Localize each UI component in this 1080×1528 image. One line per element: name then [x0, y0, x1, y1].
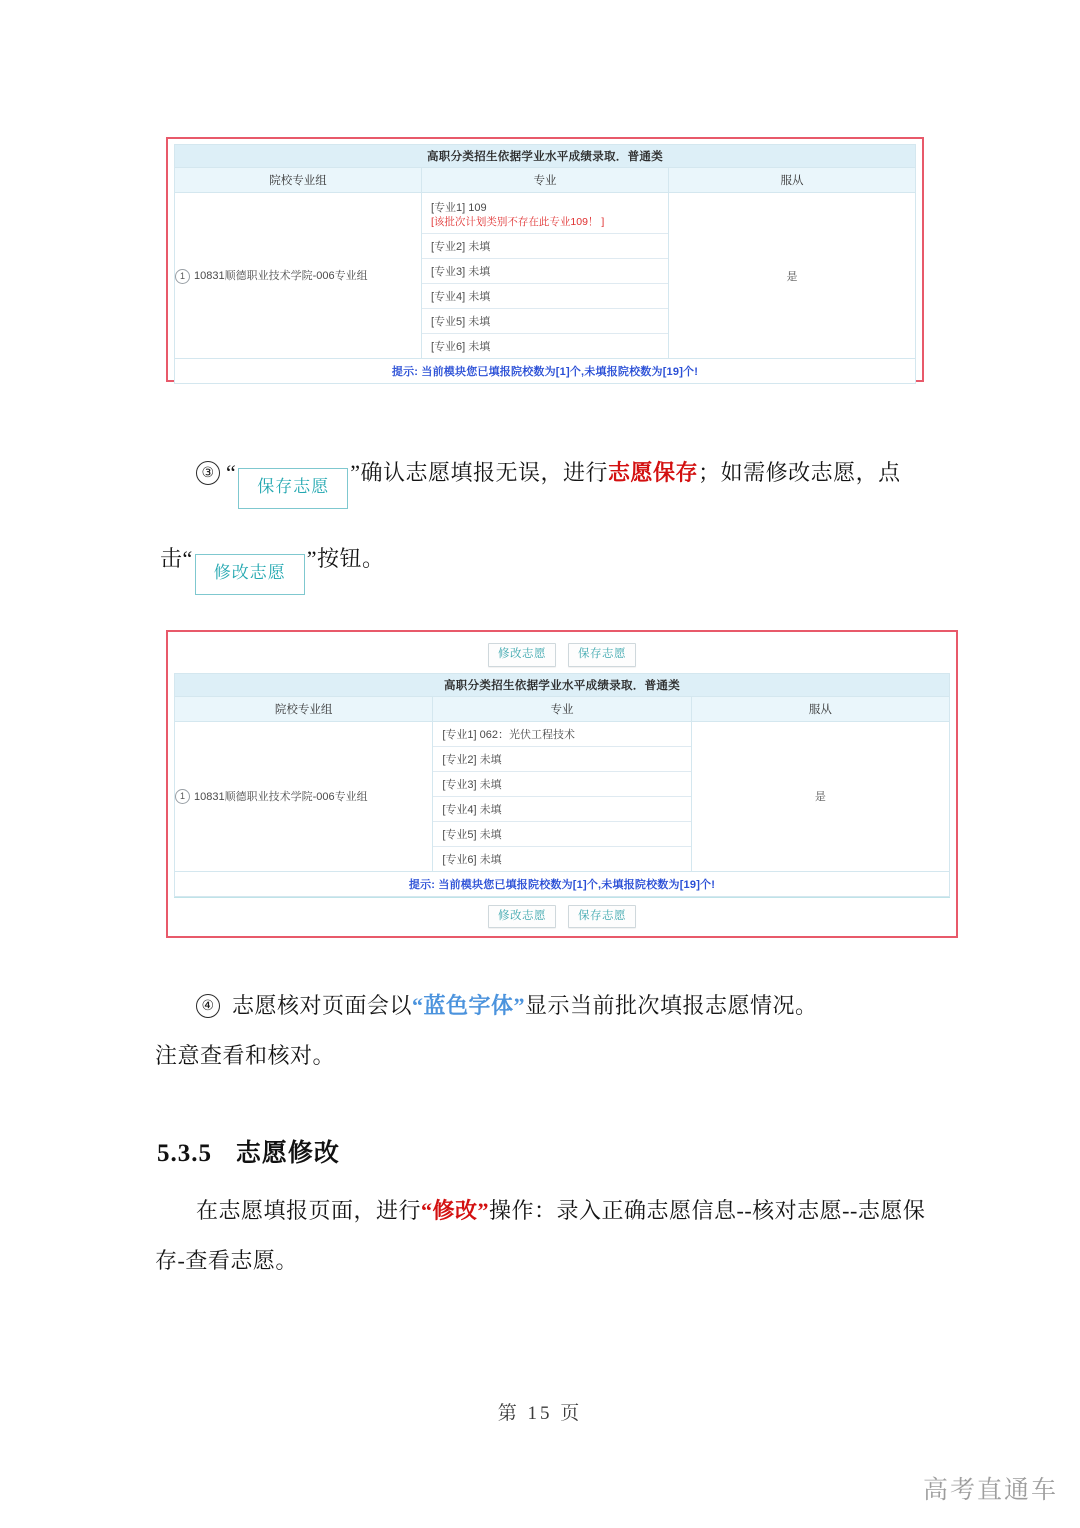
list-marker-4: ④ [196, 994, 220, 1018]
figure2-toolbar-top [174, 637, 950, 673]
save-volunteer-button-top[interactable]: 保存志愿 [568, 643, 636, 667]
emphasis-save-volunteer: 志愿保存 [608, 460, 699, 485]
major-row [422, 193, 668, 234]
major-list-1 [422, 193, 668, 358]
obey-cell: 是 [691, 721, 949, 871]
paragraph-item-3-line-1 [196, 452, 901, 509]
major-entry-5 [433, 821, 690, 846]
volunteer-table-1 [174, 144, 916, 384]
line2-prefix: 击“ [160, 546, 193, 571]
save-volunteer-button-bottom[interactable]: 保存志愿 [568, 905, 636, 929]
major-entry-5 [422, 309, 668, 334]
quote-open: “ [226, 460, 237, 485]
major-label-4: [专业4] [431, 291, 466, 303]
tip-text: 提示: 当前模块您已填报院校数为[1]个,未填报院校数为[19]个! [175, 359, 916, 384]
major-value-3: 未填 [468, 266, 491, 278]
major-entry-6 [422, 334, 668, 359]
major-label-6: [专业6] [431, 341, 466, 353]
obey-cell: 是 [669, 193, 916, 359]
major-entry-3 [422, 259, 668, 284]
row-index-badge: 1 [175, 789, 190, 804]
major-list-2 [433, 722, 690, 871]
major-label-2: [专业2] [431, 241, 466, 253]
item4-blue-font: “蓝色字体” [412, 993, 526, 1018]
figure2-toolbar-bottom [174, 897, 950, 935]
screenshot-figure-2 [166, 630, 958, 938]
table-title: 高职分类招生依据学业水平成绩录取．普通类 [175, 145, 916, 168]
item4-text-a: 志愿核对页面会以 [232, 993, 413, 1018]
paragraph-text-a: 确认志愿填报无误，进行 [360, 460, 609, 485]
major-row [433, 722, 690, 747]
tip-text: 提示: 当前模块您已填报院校数为[1]个,未填报院校数为[19]个! [175, 871, 950, 896]
line2-suffix: ”按钮。 [306, 546, 385, 571]
major-value-3: 未填 [479, 778, 502, 791]
paragraph-text-b: ；如需修改志愿，点 [698, 460, 901, 485]
major-value-4: 未填 [479, 803, 502, 816]
major-label-2: [专业2] [442, 753, 477, 766]
major-value-6: 未填 [479, 853, 502, 866]
screenshot-figure-1 [166, 137, 924, 382]
major-row [422, 234, 668, 259]
major-label-5: [专业5] [431, 316, 466, 328]
school-group-name: 10831顺德职业技术学院-006专业组 [194, 790, 368, 803]
list-marker-3: ③ [196, 461, 220, 485]
major-row [433, 846, 690, 871]
paragraph-item-5-line-2: 存-查看志愿。 [155, 1248, 298, 1273]
major-value-5: 未填 [468, 316, 491, 328]
item4-text-b: 显示当前批次填报志愿情况。 [525, 993, 818, 1018]
major-entry-2 [422, 234, 668, 259]
school-group-name: 10831顺德职业技术学院-006专业组 [194, 270, 368, 283]
watermark-logo: 高考直通车 [922, 1476, 1058, 1504]
section-title: 志愿修改 [235, 1139, 340, 1167]
major-value-2: 未填 [468, 241, 491, 253]
major-label-6: [专业6] [442, 853, 477, 866]
item5-text-b: 操作：录入正确志愿信息--核对志愿--志愿保 [489, 1198, 926, 1223]
school-group-cell [175, 193, 422, 359]
quote-close: ” [350, 460, 361, 485]
inline-modify-volunteer-button[interactable]: 修改志愿 [195, 554, 305, 595]
major-cell [422, 193, 669, 359]
major-label-1: [专业1] [431, 202, 466, 215]
major-row [433, 821, 690, 846]
major-label-3: [专业3] [431, 266, 466, 278]
item5-text-a: 在志愿填报页面，进行 [196, 1198, 422, 1223]
major-row [433, 746, 690, 771]
major-value-1: 062：光伏工程技术 [479, 728, 575, 741]
column-header-major: 专业 [433, 696, 691, 721]
item5-emphasis-modify: “修改” [421, 1198, 490, 1223]
column-header-obey: 服从 [691, 696, 949, 721]
major-row [422, 284, 668, 309]
major-entry-6 [433, 846, 690, 871]
major-entry-4 [433, 796, 690, 821]
major-label-5: [专业5] [442, 828, 477, 841]
row-index-badge: 1 [175, 269, 190, 284]
major-entry-2 [433, 746, 690, 771]
major-row [422, 309, 668, 334]
major-label-3: [专业3] [442, 778, 477, 791]
major-label-4: [专业4] [442, 803, 477, 816]
major-row [422, 334, 668, 359]
column-header-school-group: 院校专业组 [175, 696, 433, 721]
modify-volunteer-button-bottom[interactable]: 修改志愿 [488, 905, 556, 929]
column-header-school-group: 院校专业组 [175, 168, 422, 193]
section-heading [157, 1133, 340, 1169]
major-entry-3 [433, 771, 690, 796]
major-entry-4 [422, 284, 668, 309]
column-header-major: 专业 [422, 168, 669, 193]
column-header-obey: 服从 [669, 168, 916, 193]
major-value-4: 未填 [468, 291, 491, 303]
major-entry-1 [422, 193, 668, 234]
major-error-1: [该批次计划类别不存在此专业109！ ] [431, 216, 605, 229]
page-footer: 第 15 页 [497, 1403, 583, 1424]
major-label-1: [专业1] [442, 728, 477, 741]
paragraph-item-4-line-1 [196, 985, 818, 1027]
major-cell [433, 721, 691, 871]
major-value-2: 未填 [479, 753, 502, 766]
major-row [422, 259, 668, 284]
paragraph-item-5-line-1 [196, 1190, 925, 1232]
inline-save-volunteer-button[interactable]: 保存志愿 [238, 468, 348, 509]
modify-volunteer-button-top[interactable]: 修改志愿 [488, 643, 556, 667]
major-row [433, 771, 690, 796]
major-value-6: 未填 [468, 341, 491, 353]
table-title: 高职分类招生依据学业水平成绩录取．普通类 [175, 673, 950, 696]
section-number: 5.3.5 [157, 1140, 212, 1167]
volunteer-table-2 [174, 673, 950, 897]
major-entry-1 [433, 722, 690, 747]
paragraph-item-3-line-2 [160, 538, 385, 595]
paragraph-item-4-line-2: 注意查看和核对。 [155, 1043, 336, 1068]
major-value-1: 109 [468, 202, 487, 215]
major-value-5: 未填 [479, 828, 502, 841]
major-row [433, 796, 690, 821]
school-group-cell [175, 721, 433, 871]
